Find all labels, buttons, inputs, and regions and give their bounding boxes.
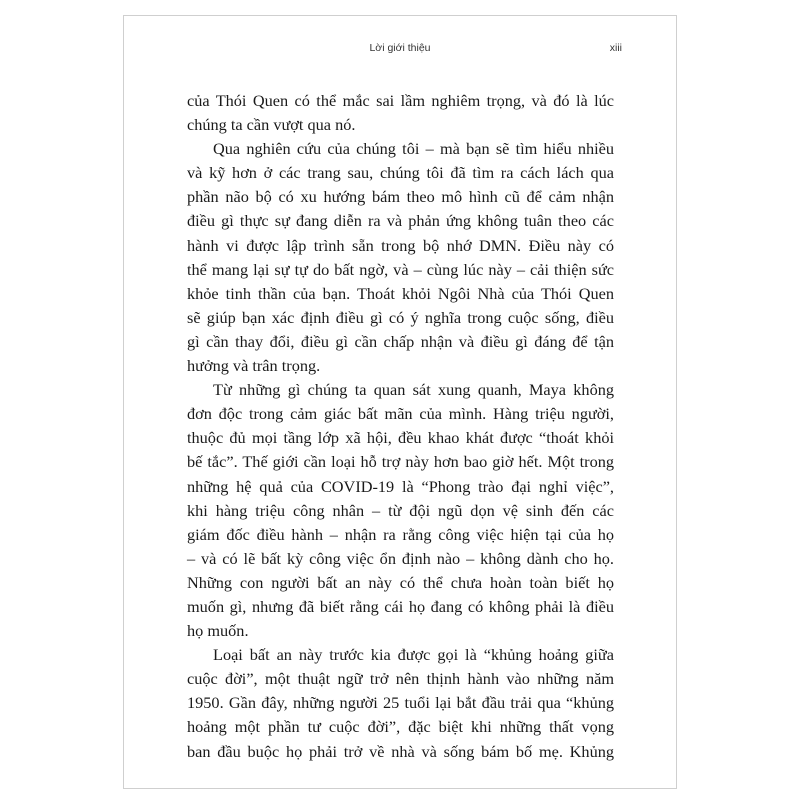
text-line: họ muốn. — [187, 621, 249, 641]
paragraph — [187, 137, 614, 378]
text-line: chúng ta cần vượt qua nó. — [187, 115, 356, 135]
text-line: Những con người bất an này có thể chưa hoàn toàn biết họ — [187, 572, 614, 592]
text-line: điều gì thực sự đang diễn ra và phản ứng không tuân theo các — [187, 211, 614, 231]
text-line: sẽ giúp bạn xác định điều gì có ý nghĩa trong cuộc sống, điều — [187, 307, 614, 327]
text-line: giám đốc điều hành – nhận ra rằng công việc hiện tại của họ — [187, 524, 614, 544]
text-line: Qua nghiên cứu của chúng tôi – mà bạn sẽ tìm hiểu nhiều — [213, 139, 614, 159]
text-line: hoảng một phần tư cuộc đời”, đặc biệt khi những thất vọng — [187, 717, 614, 737]
text-line: hành vi được lập trình sẵn trong bộ nhớ DMN. Điều này có — [187, 235, 614, 255]
page-number: xiii — [609, 42, 622, 54]
text-line: khỏe tinh thần của bạn. Thoát khỏi Ngôi Nhà của Thói Quen — [187, 283, 614, 303]
text-line: gì cần thay đổi, điều gì cần chấp nhận và điều gì đáng để tận — [187, 331, 614, 351]
text-line: đơn độc trong cảm giác bất mãn của mình. Hàng triệu người, — [187, 404, 614, 424]
text-line: muốn gì, nhưng đã biết rằng cái họ đang có không phải là điều — [187, 596, 614, 616]
text-line: 1950. Gần đây, những người 25 tuổi lại bắt đầu trải qua “khủng — [187, 693, 614, 713]
body-text — [187, 89, 614, 764]
text-line: ban đầu buộc họ phải trở về nhà và sống bám bố mẹ. Khủng — [187, 741, 614, 761]
text-line: khi hàng triệu công nhân – từ đội ngũ dọn vệ sinh đến các — [187, 500, 614, 520]
text-line: thể mang lại sự tự do bất ngờ, và – cùng lúc này – cải thiện sức — [187, 259, 614, 279]
text-line: – và có lẽ bất kỳ công việc ổn định nào – không dành cho họ. — [187, 548, 614, 568]
text-line: cuộc đời”, một thuật ngữ trở nên thịnh hành vào những năm — [187, 669, 614, 689]
book-page — [123, 15, 677, 789]
paragraph — [187, 378, 614, 643]
paragraph — [187, 89, 614, 137]
text-line: của Thói Quen có thể mắc sai lầm nghiêm trọng, và đó là lúc — [187, 91, 614, 110]
text-line: hưởng và trân trọng. — [187, 356, 321, 376]
paragraph — [187, 643, 614, 763]
text-line: những hệ quả của COVID-19 là “Phong trào đại nghỉ việc”, — [187, 476, 614, 496]
chapter-title: Lời giới thiệu — [369, 42, 431, 54]
text-line: thuộc đủ mọi tầng lớp xã hội, đều khao khát được “thoát khỏi — [187, 428, 614, 448]
text-line: và kỹ hơn ở các trang sau, chúng tôi đã tìm ra cách lách qua — [187, 163, 614, 183]
text-line: bế tắc”. Thế giới cần loại hỗ trợ này hơn bao giờ hết. Một trong — [187, 452, 614, 472]
running-head — [124, 42, 676, 58]
text-line: phần não bộ có xu hướng bám theo mô hình cũ để cảm nhận — [187, 187, 614, 207]
text-line: Loại bất an này trước kia được gọi là “khủng hoảng giữa — [213, 645, 614, 665]
text-line: Từ những gì chúng ta quan sát xung quanh, Maya không — [213, 380, 614, 400]
